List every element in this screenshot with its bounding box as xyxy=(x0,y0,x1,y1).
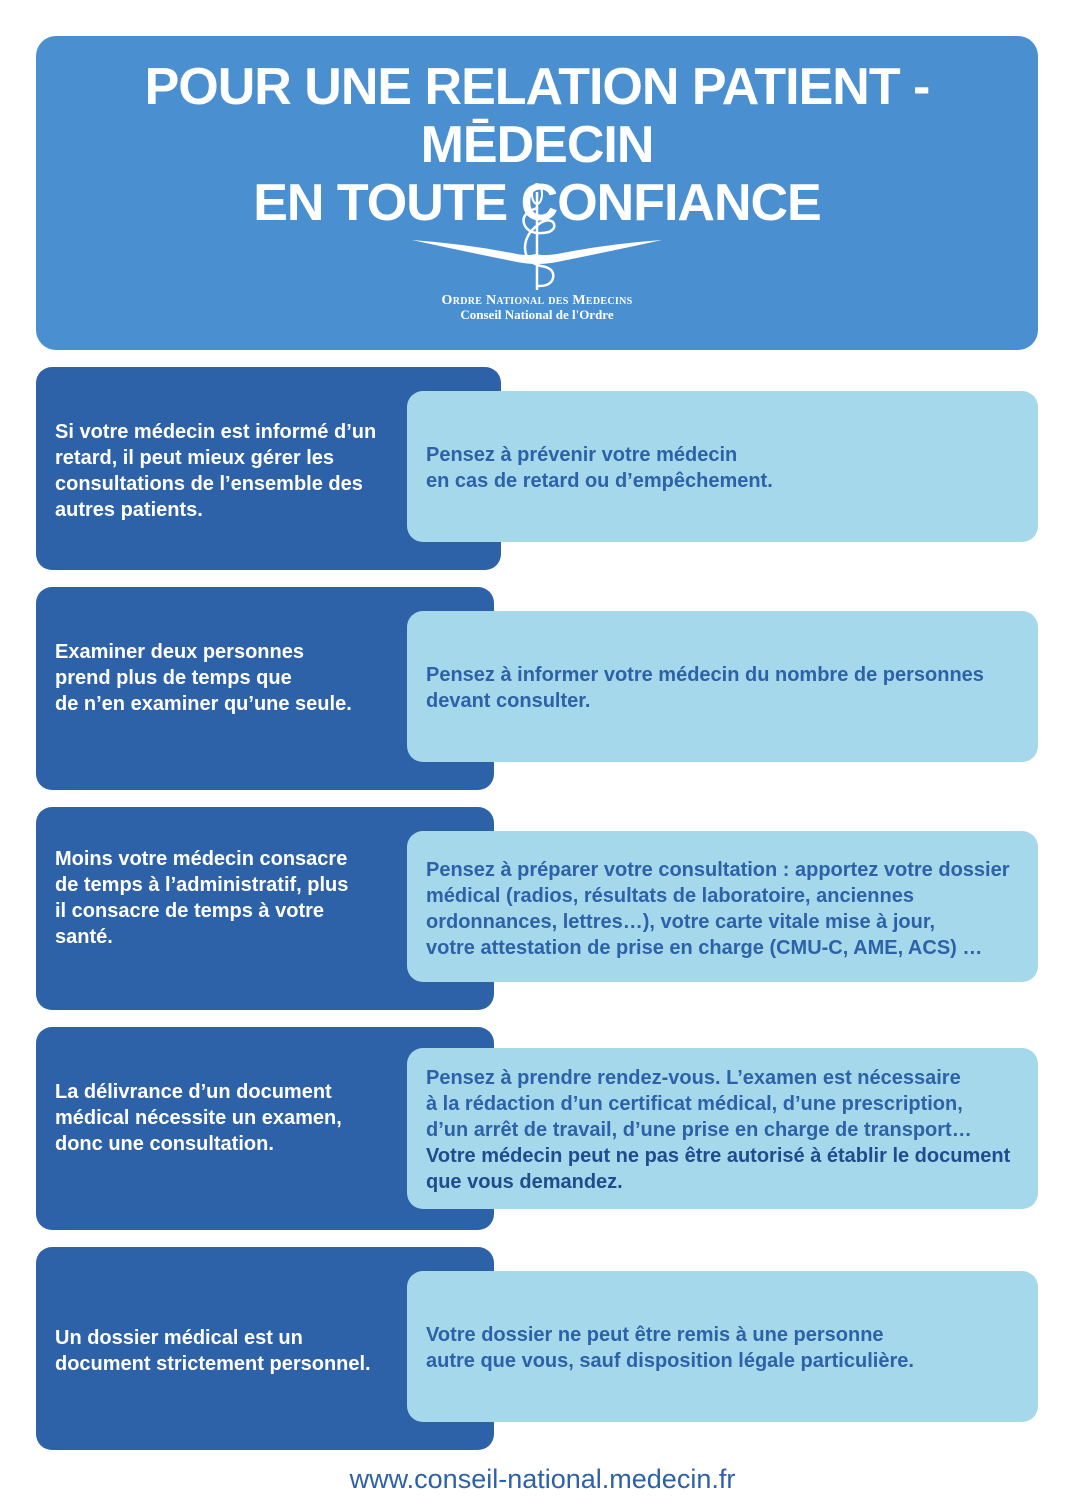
info-row-2-advice-text xyxy=(426,662,984,714)
text-line: document strictement personnel. xyxy=(55,1353,371,1375)
text-line: Pensez à prévenir votre médecin xyxy=(426,444,738,466)
text-line: Votre médecin peut ne pas être autorisé à établir le document xyxy=(426,1145,1011,1167)
text-line: retard, il peut mieux gérer les xyxy=(55,447,334,469)
text-line: ordonnances, lettres…), votre carte vitale mise à jour, xyxy=(426,911,936,933)
text-line: Si votre médecin est informé d’un xyxy=(55,421,377,443)
text-line: Pensez à prendre rendez-vous. L’examen est nécessaire xyxy=(426,1067,961,1089)
text-line: Examiner deux personnes xyxy=(55,641,304,663)
text-line: il consacre de temps à votre xyxy=(55,900,325,922)
info-row-2-reason-text xyxy=(55,639,352,717)
text-line: Un dossier médical est un xyxy=(55,1327,303,1349)
text-line: donc une consultation. xyxy=(55,1133,274,1155)
text-line: Votre dossier ne peut être remis à une personne xyxy=(426,1324,884,1346)
text-line: que vous demandez. xyxy=(426,1171,623,1193)
info-row-3-advice xyxy=(407,831,1038,982)
info-row-2 xyxy=(36,587,1038,790)
text-line: en cas de retard ou d’empêchement. xyxy=(426,470,773,492)
text-line: à la rédaction d’un certificat médical, d’une prescription, xyxy=(426,1093,963,1115)
text-line: médical (radios, résultats de laboratoire, anciennes xyxy=(426,885,914,907)
title-line-1: POUR UNE RELATION PATIENT - MĒDECIN xyxy=(144,58,930,174)
text-line: devant consulter. xyxy=(426,690,591,712)
info-row-3 xyxy=(36,807,1038,1010)
info-row-5-advice xyxy=(407,1271,1038,1422)
title-line-2: EN TOUTE CONFIANCE xyxy=(253,174,821,232)
info-row-4 xyxy=(36,1027,1038,1230)
info-row-3-reason-text xyxy=(55,846,348,950)
info-row-4-advice xyxy=(407,1048,1038,1209)
info-row-5 xyxy=(36,1247,1038,1450)
organization-name xyxy=(36,294,1038,322)
text-line: votre attestation de prise en charge (CMU-C, AME, ACS) … xyxy=(426,937,983,959)
text-line: prend plus de temps que xyxy=(55,667,292,689)
info-row-5-advice-text xyxy=(426,1322,914,1374)
info-row-4-reason-text xyxy=(55,1079,342,1157)
org-name-line-2: Conseil National de l'Ordre xyxy=(460,307,614,322)
org-name-line-1: Ordre National des Medecins xyxy=(441,293,633,308)
text-line: Moins votre médecin consacre xyxy=(55,848,348,870)
info-row-1-advice-text xyxy=(426,442,773,494)
text-line: santé. xyxy=(55,926,113,948)
text-line: autres patients. xyxy=(55,499,203,521)
info-row-1-advice xyxy=(407,391,1038,542)
text-line: Pensez à informer votre médecin du nombre de personnes xyxy=(426,664,984,686)
info-row-1 xyxy=(36,367,1038,570)
text-line: médical nécessite un examen, xyxy=(55,1107,342,1129)
info-row-1-reason-text xyxy=(55,419,376,523)
text-line: d’un arrêt de travail, d’une prise en charge de transport… xyxy=(426,1119,972,1141)
text-line: La délivrance d’un document xyxy=(55,1081,332,1103)
text-line: autre que vous, sauf disposition légale particulière. xyxy=(426,1350,914,1372)
text-line: de temps à l’administratif, plus xyxy=(55,874,349,896)
text-line: consultations de l’ensemble des xyxy=(55,473,363,495)
header-banner xyxy=(36,36,1038,350)
website-link[interactable]: www.conseil-national.medecin.fr xyxy=(349,1464,736,1494)
info-row-5-reason-text xyxy=(55,1325,371,1377)
info-row-2-advice xyxy=(407,611,1038,762)
info-row-4-advice-text xyxy=(426,1065,1010,1195)
text-line: de n’en examiner qu’une seule. xyxy=(55,693,352,715)
text-line: Pensez à préparer votre consultation : apportez votre dossier xyxy=(426,859,1010,881)
info-row-3-advice-text xyxy=(426,857,1010,961)
